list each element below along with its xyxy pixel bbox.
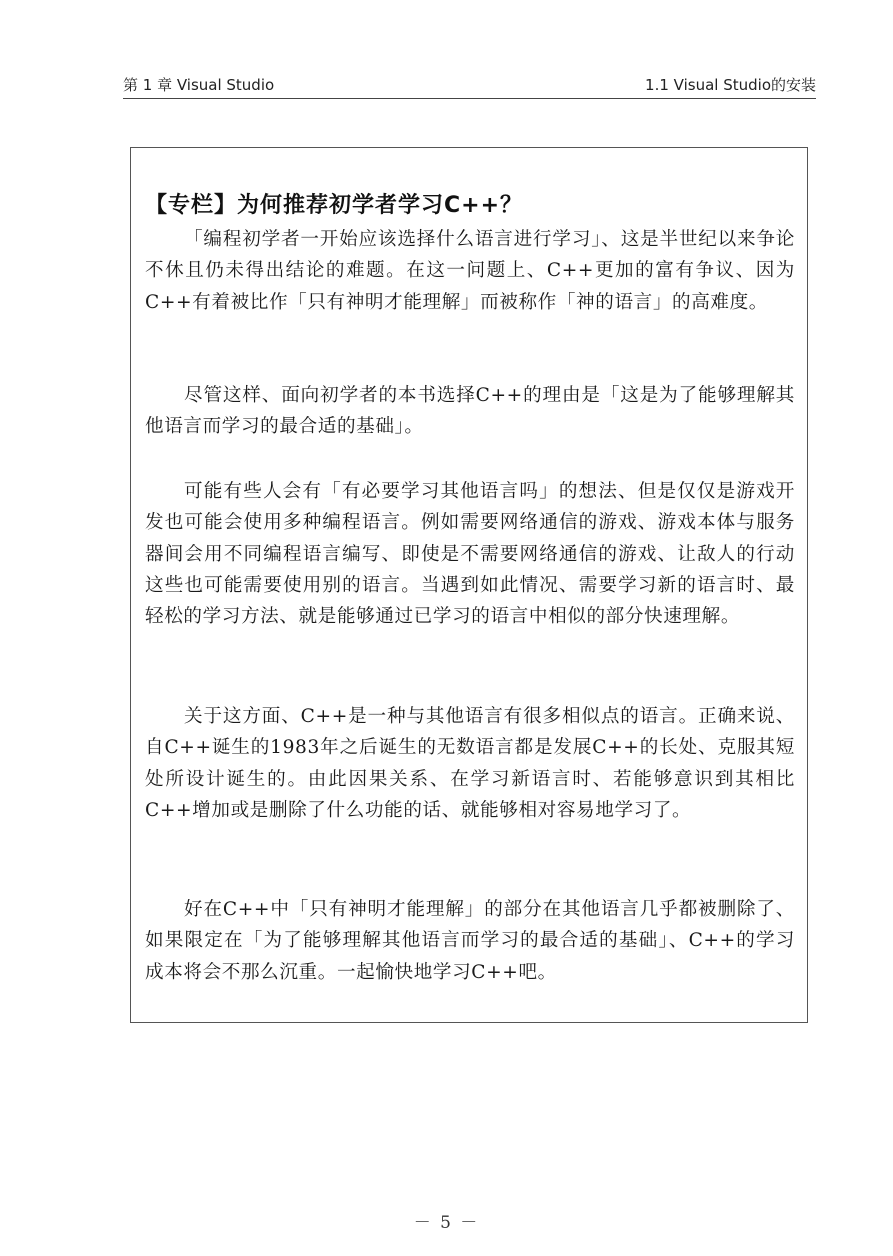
column-paragraph-4: 关于这方面、C++是一种与其他语言有很多相似点的语言。正确来说、自C++诞生的1983年之后诞生的无数语言都是发展C++的长处、克服其短处所设计诞生的。由此因果关系、在学习新语言时、若能够意识到其相比C++增加或是删除了什么功能的话、就能够相对容易地学习了。 bbox=[145, 706, 795, 821]
column-paragraph-3: 可能有些人会有「有必要学习其他语言吗」的想法、但是仅仅是游戏开发也可能会使用多种编程语言。例如需要网络通信的游戏、游戏本体与服务器间会用不同编程语言编写、即使是不需要网络通信的游戏、让敌人的行动这些也可能需要使用别的语言。当遇到如此情况、需要学习新的语言时、最轻松的学习方法、就是能够通过已学习的语言中相似的部分快速理解。 bbox=[145, 481, 795, 628]
column-paragraph-1: 「编程初学者一开始应该选择什么语言进行学习」、这是半世纪以来争论不休且仍未得出结论的难题。在这一问题上、C++更加的富有争议、因为C++有着被比作「只有神明才能理解」而被称作「神的语言」的高难度。 bbox=[145, 229, 795, 313]
column-sidebar-box bbox=[130, 147, 808, 1023]
column-title: 【专栏】为何推荐初学者学习C++？ bbox=[145, 193, 524, 218]
section-heading: 1.1 Visual Studio的安装 bbox=[645, 76, 816, 94]
running-header bbox=[123, 72, 816, 94]
column-paragraph-5: 好在C++中「只有神明才能理解」的部分在其他语言几乎都被删除了、如果限定在「为了能够理解其他语言而学习的最合适的基础」、C++的学习成本将会不那么沉重。一起愉快地学习C++吧。 bbox=[145, 899, 795, 983]
column-paragraph-2: 尽管这样、面向初学者的本书选择C++的理由是「这是为了能够理解其他语言而学习的最合适的基础」。 bbox=[145, 385, 795, 438]
chapter-heading: 第 1 章 Visual Studio bbox=[123, 76, 275, 94]
header-divider bbox=[123, 98, 816, 99]
page-number: － 5 － bbox=[413, 1213, 480, 1233]
